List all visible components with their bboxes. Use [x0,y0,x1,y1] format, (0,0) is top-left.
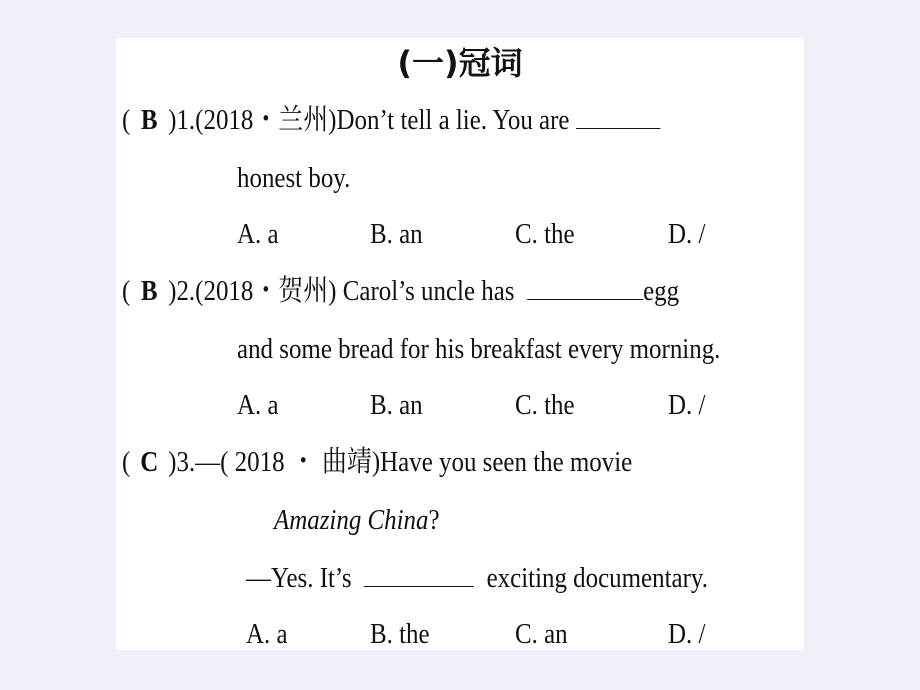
question-3-line-1: ( C )3.—( 2018 ・ 曲靖)Have you seen the movie [122,442,632,482]
question-3-reply: —Yes. It’s [246,562,352,594]
question-1-option-b: B. an [370,218,423,250]
question-1-line-1: ( B )1.(2018・兰州)Don’t tell a lie. You are [122,100,660,140]
question-2-option-d: D. / [668,389,706,421]
question-3-option-c: C. an [515,618,568,650]
question-2-number: )2. [168,275,196,307]
question-3-movie-title: Amazing China [274,504,429,536]
question-3-question-mark: ? [428,504,440,536]
question-3-number: )3.— [168,446,221,478]
question-1-source: (2018・兰州) [195,104,337,136]
question-1-option-d: D. / [668,218,706,250]
question-3-answer: C [140,446,159,478]
question-2-line-2: and some bread for his breakfast every morning. [237,333,721,365]
question-3-line-3 [246,558,708,598]
question-3-reply-end: exciting documentary. [486,562,708,594]
question-2-blank [527,271,643,300]
question-1-option-a: A. a [237,218,279,250]
question-1-blank [576,100,660,129]
slide-page [116,38,804,650]
question-2-text: Carol’s uncle has [336,275,515,307]
question-2-line-1: ( B )2.(2018・贺州) Carol’s uncle has egg [122,271,679,311]
question-3-source: ( 2018 ・ 曲靖) [220,446,381,478]
question-2-source: (2018・贺州) [195,275,337,307]
question-1-text: Don’t tell a lie. You are [336,104,570,136]
question-1-line-2: honest boy. [237,162,351,194]
question-1-number: )1. [168,104,196,136]
question-3-text: Have you seen the movie [380,446,633,478]
question-3-blank [364,558,474,587]
question-2-option-c: C. the [515,389,575,421]
question-3-option-a: A. a [246,618,288,650]
question-3-line-2 [274,500,440,540]
question-3-option-b: B. the [370,618,430,650]
question-2-option-b: B. an [370,389,423,421]
question-3-option-d: D. / [668,618,706,650]
question-2-option-a: A. a [237,389,279,421]
question-1-answer: B [140,104,158,136]
section-title: (一)冠词 [397,44,523,82]
question-2-text-after: egg [643,275,680,307]
question-2-answer: B [140,275,158,307]
question-1-option-c: C. the [515,218,575,250]
